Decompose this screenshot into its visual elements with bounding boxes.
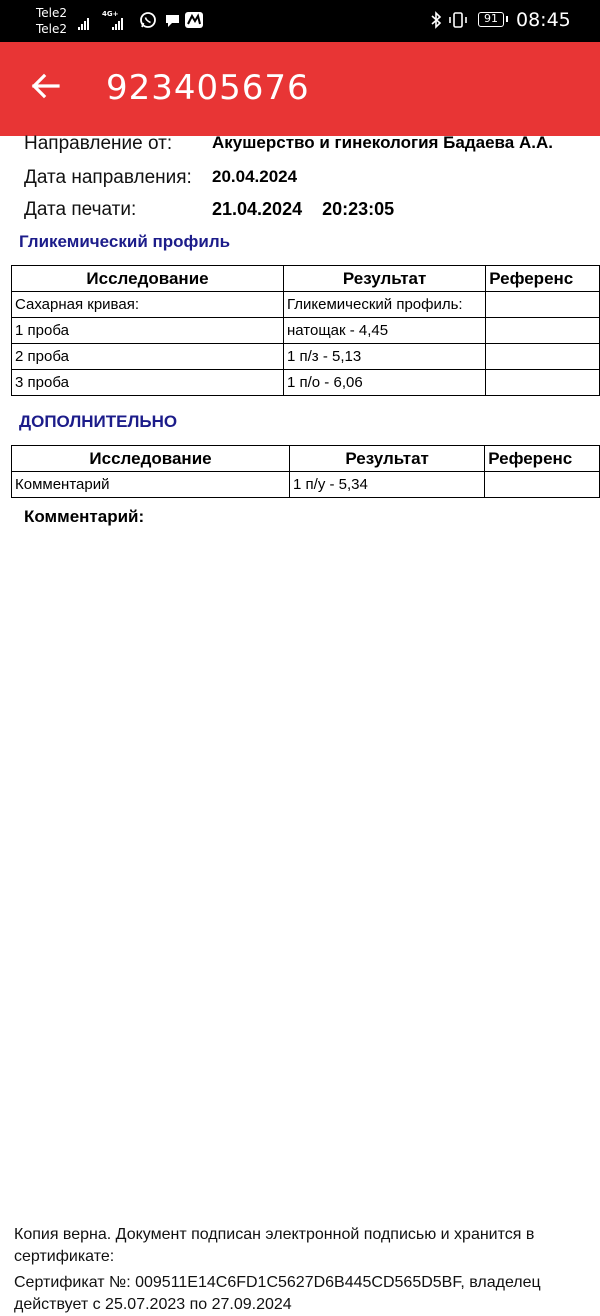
- referral-date-value: 20.04.2024: [212, 167, 298, 186]
- column-header: Результат: [284, 266, 486, 292]
- bluetooth-icon: [426, 10, 446, 30]
- test-name-cell: Сахарная кривая:: [12, 292, 284, 318]
- signal-icon-2: [112, 18, 123, 30]
- table-row: [12, 318, 600, 344]
- vibrate-icon: [448, 10, 468, 30]
- section-title-additional: ДОПОЛНИТЕЛЬНО: [19, 412, 178, 431]
- results-table-additional: [11, 445, 600, 498]
- reference-cell: [485, 472, 600, 498]
- column-header: Референс: [485, 446, 600, 472]
- arrow-left-icon: [30, 70, 62, 102]
- signature-footer: [14, 1224, 541, 1316]
- app-notification-icon: [184, 10, 204, 30]
- result-cell: 1 п/у - 5,34: [290, 472, 485, 498]
- referral-date-label: Дата направления:: [24, 167, 192, 188]
- footer-line: сертификате:: [14, 1248, 115, 1265]
- carrier-names: [36, 5, 67, 37]
- results-table-glycemic: [11, 265, 600, 396]
- footer-line: действует с 25.07.2023 по 27.09.2024: [14, 1296, 292, 1313]
- column-header: Референс: [486, 266, 600, 292]
- print-date-value: 21.04.2024 20:23:05: [212, 199, 395, 219]
- table-row: [12, 344, 600, 370]
- reference-cell: [486, 318, 600, 344]
- comment-label: Комментарий:: [24, 507, 145, 526]
- footer-line: Сертификат №: 009511E14C6FD1C5627D6B445CD565D5BF, владелец: [14, 1274, 541, 1291]
- column-header: Исследование: [12, 446, 290, 472]
- reference-cell: [486, 370, 600, 396]
- result-cell: натощак - 4,45: [284, 318, 486, 344]
- result-cell: Гликемический профиль:: [284, 292, 486, 318]
- test-name-cell: 3 проба: [12, 370, 284, 396]
- reference-cell: [486, 292, 600, 318]
- document-view[interactable]: [0, 133, 600, 1313]
- referral-from-value: Акушерство и гинекология Бадаева А.А.: [212, 133, 553, 152]
- test-name-cell: 2 проба: [12, 344, 284, 370]
- section-title-glycemic: Гликемический профиль: [19, 232, 231, 251]
- clock: 08:45: [516, 9, 571, 31]
- chat-icon: [162, 10, 182, 30]
- app-toolbar: [0, 42, 600, 136]
- table-header-row: [12, 266, 600, 292]
- column-header: Исследование: [12, 266, 284, 292]
- table-header-row: [12, 446, 600, 472]
- battery-icon: 91: [478, 12, 504, 27]
- toolbar-title: 923405676: [106, 68, 310, 108]
- footer-line: Копия верна. Документ подписан электронной подписью и хранится в: [14, 1226, 535, 1243]
- carrier-2: Tele2: [36, 22, 68, 36]
- table-row: [12, 292, 600, 318]
- whatsapp-icon: [138, 10, 158, 30]
- table-row: [12, 472, 600, 498]
- column-header: Результат: [290, 446, 485, 472]
- reference-cell: [486, 344, 600, 370]
- result-cell: 1 п/о - 6,06: [284, 370, 486, 396]
- network-type: 4G+: [102, 10, 119, 18]
- print-date-label: Дата печати:: [24, 199, 137, 220]
- test-name-cell: 1 проба: [12, 318, 284, 344]
- carrier-1: Tele2: [36, 6, 68, 20]
- signal-icon: [78, 18, 89, 30]
- referral-from-label: Направление от:: [24, 133, 173, 154]
- test-name-cell: Комментарий: [12, 472, 290, 498]
- status-bar: [0, 0, 600, 42]
- back-button[interactable]: [30, 70, 62, 102]
- result-cell: 1 п/з - 5,13: [284, 344, 486, 370]
- table-row: [12, 370, 600, 396]
